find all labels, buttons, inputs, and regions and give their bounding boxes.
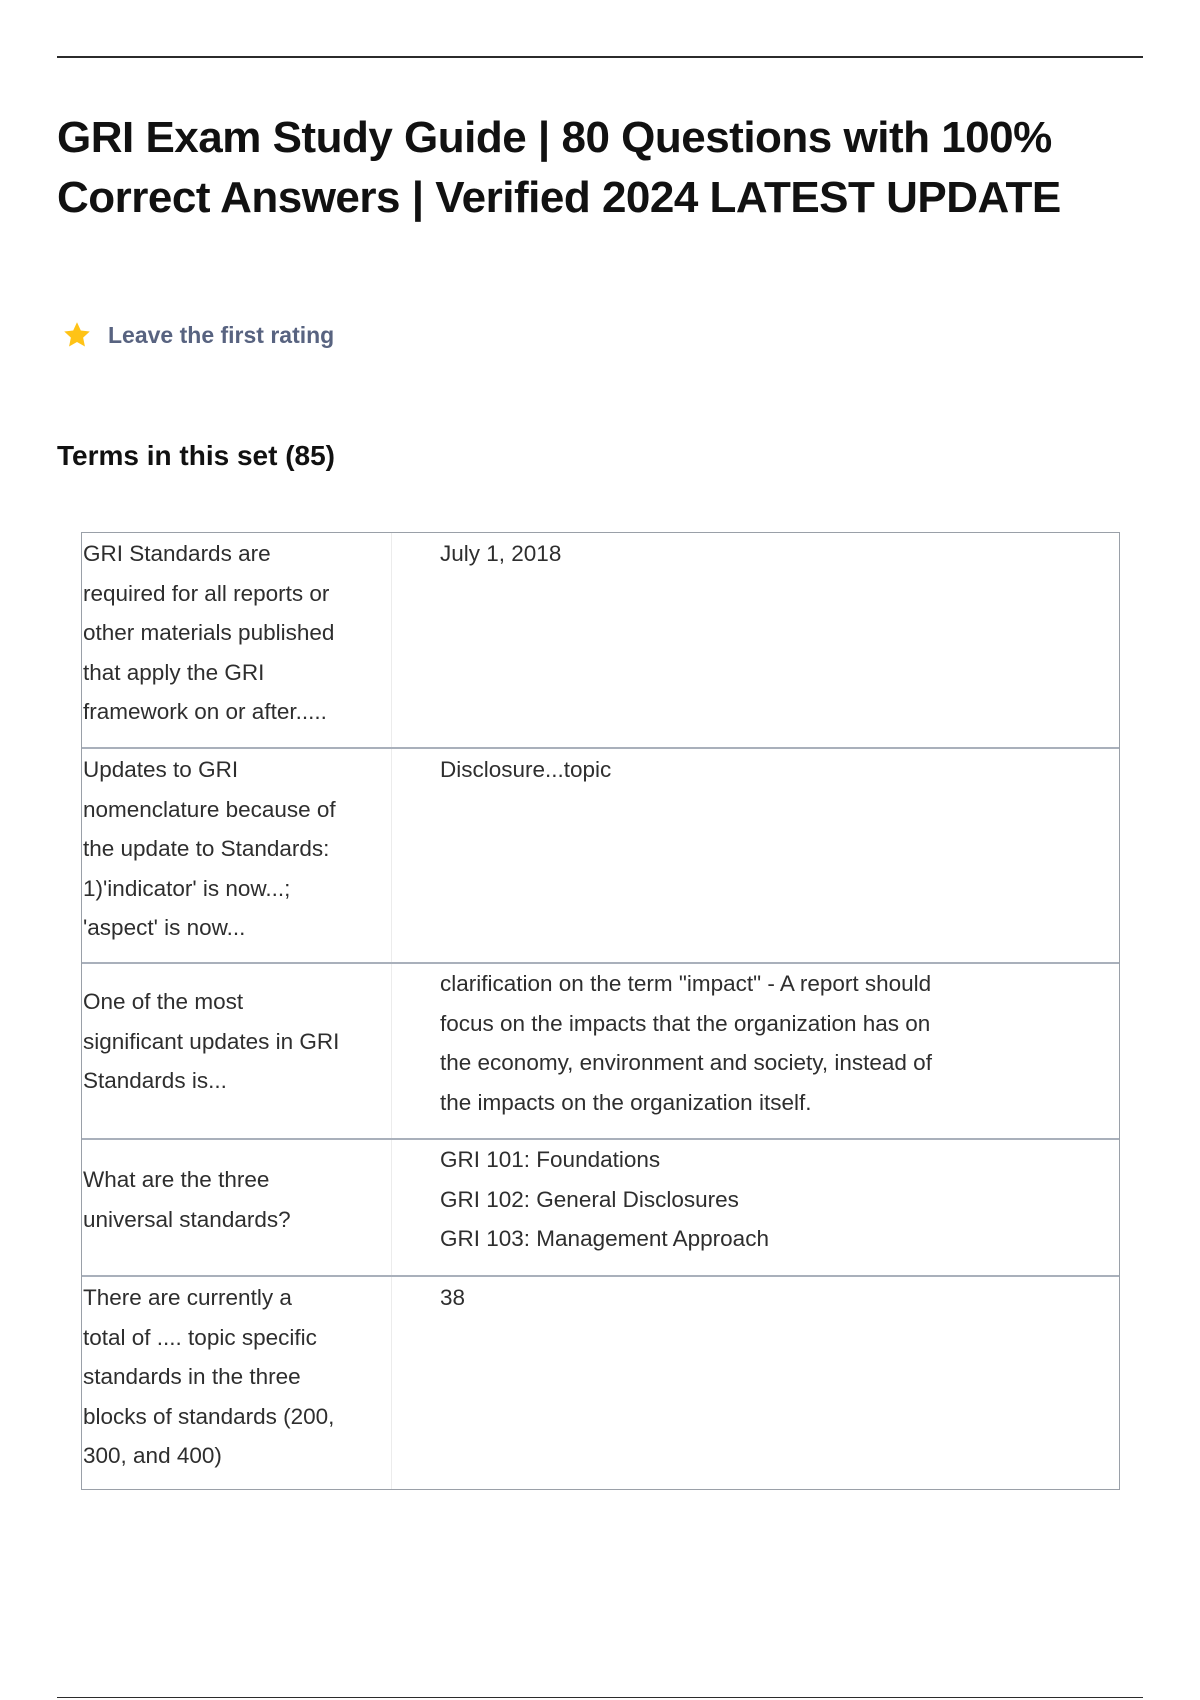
rating-prompt[interactable] <box>62 320 334 350</box>
definition-text: Disclosure...topic <box>440 757 612 782</box>
definition-text: 38 <box>440 1285 466 1310</box>
term-text: There are currently a total of .... topic specific standards in the three blocks of standards (200, 300, and 400) <box>82 1277 392 1489</box>
page-title: GRI Exam Study Guide | 80 Questions with 100% Correct Answers | Verified 2024 LATEST UPDATE <box>57 113 1061 222</box>
term-row <box>82 1275 1119 1489</box>
term-text: Updates to GRI nomenclature because of the update to Standards: 1)'indicator' is now...; 'aspect' is now... <box>82 749 392 962</box>
term-row <box>82 747 1119 962</box>
term-row <box>82 1138 1119 1275</box>
definition-text: GRI 101: Foundations GRI 102: General Disclosures GRI 103: Management Approach <box>440 1147 769 1251</box>
bottom-divider <box>57 1697 1143 1698</box>
term-row <box>82 962 1119 1138</box>
definition-text: clarification on the term "impact" - A report should focus on the impacts that the organization has on the economy, environment and society, instead of the impacts on the organization itself. <box>440 971 932 1115</box>
terms-table <box>81 532 1120 1490</box>
terms-heading: Terms in this set (85) <box>57 440 336 471</box>
star-icon <box>62 320 92 350</box>
term-text: What are the three universal standards? <box>82 1140 392 1275</box>
term-row <box>82 533 1119 747</box>
rating-link[interactable]: Leave the first rating <box>108 321 335 348</box>
term-text: One of the most significant updates in GRI Standards is... <box>82 964 392 1138</box>
term-text: GRI Standards are required for all reports or other materials published that apply the GRI framework on or after..... <box>82 533 392 747</box>
definition-text: July 1, 2018 <box>440 541 562 566</box>
top-divider <box>57 56 1143 58</box>
